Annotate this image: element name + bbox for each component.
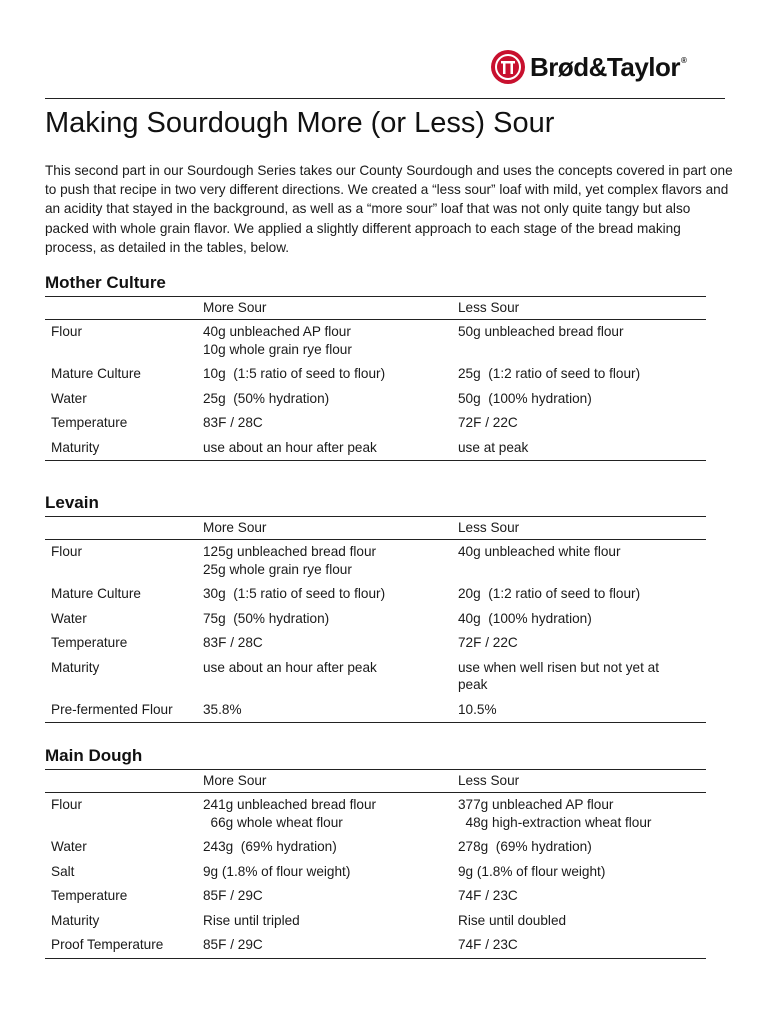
row-label: Maturity	[51, 912, 100, 928]
row-label: Water	[51, 610, 87, 626]
cell-more-sour	[203, 387, 458, 412]
cell-line: 85F / 29C	[203, 937, 263, 952]
column-header-row	[45, 517, 706, 540]
row-label: Water	[51, 390, 87, 406]
cell-line: Rise until doubled	[458, 912, 567, 928]
row-label: Salt	[51, 863, 75, 879]
cell-more-sour	[203, 411, 458, 436]
cell-line: 74F / 23C	[458, 937, 518, 952]
row-label: Mature Culture	[51, 586, 141, 601]
section-title: Main Dough	[45, 746, 706, 770]
cell-line: use about an hour after peak	[203, 439, 377, 455]
column-header-row	[45, 770, 706, 793]
cell-line: use at peak	[458, 439, 529, 455]
table-row	[45, 362, 706, 387]
cell-more-sour	[203, 860, 458, 885]
row-label: Proof Temperature	[51, 937, 164, 952]
row-label: Temperature	[51, 888, 128, 903]
cell-less-sour	[458, 933, 706, 958]
cell-less-sour	[458, 909, 706, 934]
cell-less-sour	[458, 698, 706, 723]
cell-line: peak	[458, 677, 488, 692]
cell-more-sour	[203, 884, 458, 909]
cell-less-sour	[458, 656, 706, 698]
cell-line: 9g (1.8% of flour weight)	[203, 863, 351, 879]
cell-less-sour	[458, 411, 706, 436]
cell-line: 48g high-extraction wheat flour	[458, 814, 652, 830]
cell-more-sour	[203, 933, 458, 958]
row-label: Flour	[51, 797, 82, 812]
cell-line: 83F / 28C	[203, 635, 263, 650]
cell-line: 40g unbleached white flour	[458, 544, 621, 559]
row-label: Maturity	[51, 659, 100, 675]
cell-less-sour	[458, 436, 706, 461]
cell-less-sour	[458, 835, 706, 860]
cell-line: 125g unbleached bread flour	[203, 544, 377, 559]
cell-line: 25g whole grain rye flour	[203, 561, 352, 577]
cell-line: 10g (1:5 ratio of seed to flour)	[203, 366, 386, 381]
intro-paragraph: This second part in our Sourdough Series takes our County Sourdough and uses the concepts covered in part one to push that recipe in two very different directions. We created a “less sour” loaf with mild, yet complex flavors and an acidity that stayed in the background, as well as a “more sour” loaf that was not only quite tangy but also packed with whole grain flavor. We applied a slightly different approach to each stage of the bread making process, as detailed in the tables, below.	[45, 163, 733, 255]
cell-line: 30g (1:5 ratio of seed to flour)	[203, 586, 386, 601]
cell-more-sour	[203, 835, 458, 860]
cell-more-sour	[203, 582, 458, 607]
cell-less-sour	[458, 387, 706, 412]
table-row	[45, 835, 706, 860]
cell-less-sour	[458, 884, 706, 909]
cell-less-sour	[458, 607, 706, 632]
cell-line: 85F / 29C	[203, 888, 263, 903]
cell-less-sour	[458, 362, 706, 387]
row-label: Flour	[51, 324, 82, 339]
column-header-more-sour: More Sour	[203, 300, 267, 315]
row-label: Water	[51, 839, 87, 854]
cell-line: 72F / 22C	[458, 635, 518, 650]
cell-more-sour	[203, 436, 458, 461]
table-row	[45, 320, 706, 362]
cell-line: 10.5%	[458, 701, 497, 717]
section-levain	[45, 493, 706, 723]
cell-line: 40g (100% hydration)	[458, 610, 592, 626]
cell-line: Rise until tripled	[203, 912, 300, 928]
cell-more-sour	[203, 540, 458, 582]
cell-line: use when well risen but not yet at	[458, 659, 659, 675]
cell-more-sour	[203, 362, 458, 387]
cell-line: 9g (1.8% of flour weight)	[458, 863, 606, 879]
section-mother-culture	[45, 273, 706, 461]
row-label: Temperature	[51, 415, 128, 430]
row-label: Pre-fermented Flour	[51, 701, 173, 717]
table-body	[45, 320, 706, 461]
cell-more-sour	[203, 631, 458, 656]
cell-line: 40g unbleached AP flour	[203, 324, 351, 339]
cell-less-sour	[458, 860, 706, 885]
brand-mark-icon	[491, 50, 525, 84]
cell-line: 75g (50% hydration)	[203, 610, 330, 626]
brand-logo	[491, 50, 686, 84]
brand-name: Brød&Taylor®	[530, 52, 687, 82]
cell-line: 74F / 23C	[458, 888, 518, 903]
cell-more-sour	[203, 320, 458, 362]
table-row	[45, 884, 706, 909]
section-title: Levain	[45, 493, 706, 517]
table-row	[45, 793, 706, 835]
column-header-label	[45, 517, 203, 539]
section-main-dough	[45, 746, 706, 959]
cell-line: 243g (69% hydration)	[203, 839, 337, 854]
cell-more-sour	[203, 909, 458, 934]
cell-line: 20g (1:2 ratio of seed to flour)	[458, 586, 641, 601]
cell-more-sour	[203, 793, 458, 835]
column-header-row	[45, 297, 706, 320]
cell-line: 35.8%	[203, 701, 242, 717]
cell-line: 10g whole grain rye flour	[203, 341, 352, 357]
cell-line: 83F / 28C	[203, 415, 263, 430]
cell-line: 25g (1:2 ratio of seed to flour)	[458, 366, 641, 381]
cell-line: use about an hour after peak	[203, 659, 377, 675]
row-label: Temperature	[51, 635, 128, 650]
table-row	[45, 909, 706, 934]
column-header-less-sour: Less Sour	[458, 520, 520, 535]
page-title: Making Sourdough More (or Less) Sour	[45, 107, 555, 139]
column-header-more-sour: More Sour	[203, 520, 267, 535]
table-body	[45, 540, 706, 723]
cell-less-sour	[458, 320, 706, 362]
row-label: Mature Culture	[51, 366, 141, 381]
cell-less-sour	[458, 582, 706, 607]
cell-line: 50g unbleached bread flour	[458, 324, 624, 339]
row-label: Flour	[51, 544, 82, 559]
cell-more-sour	[203, 607, 458, 632]
cell-less-sour	[458, 631, 706, 656]
table-row	[45, 933, 706, 958]
row-label: Maturity	[51, 439, 100, 455]
table-row	[45, 698, 706, 723]
table-body	[45, 793, 706, 959]
column-header-label	[45, 770, 203, 792]
table-row	[45, 540, 706, 582]
table-row	[45, 607, 706, 632]
column-header-more-sour: More Sour	[203, 773, 267, 788]
table-row	[45, 411, 706, 436]
header-divider	[45, 98, 725, 99]
cell-less-sour	[458, 540, 706, 582]
section-title: Mother Culture	[45, 273, 706, 297]
cell-less-sour	[458, 793, 706, 835]
column-header-less-sour: Less Sour	[458, 773, 520, 788]
cell-line: 50g (100% hydration)	[458, 390, 592, 406]
table-row	[45, 436, 706, 461]
column-header-label	[45, 297, 203, 319]
cell-more-sour	[203, 656, 458, 698]
cell-line: 377g unbleached AP flour	[458, 797, 614, 812]
cell-line: 72F / 22C	[458, 415, 518, 430]
table-row	[45, 860, 706, 885]
cell-more-sour	[203, 698, 458, 723]
cell-line: 241g unbleached bread flour	[203, 797, 377, 812]
cell-line: 66g whole wheat flour	[203, 814, 343, 830]
cell-line: 25g (50% hydration)	[203, 390, 330, 406]
table-row	[45, 387, 706, 412]
table-row	[45, 582, 706, 607]
cell-line: 278g (69% hydration)	[458, 839, 592, 854]
table-row	[45, 656, 706, 698]
column-header-less-sour: Less Sour	[458, 300, 520, 315]
table-row	[45, 631, 706, 656]
